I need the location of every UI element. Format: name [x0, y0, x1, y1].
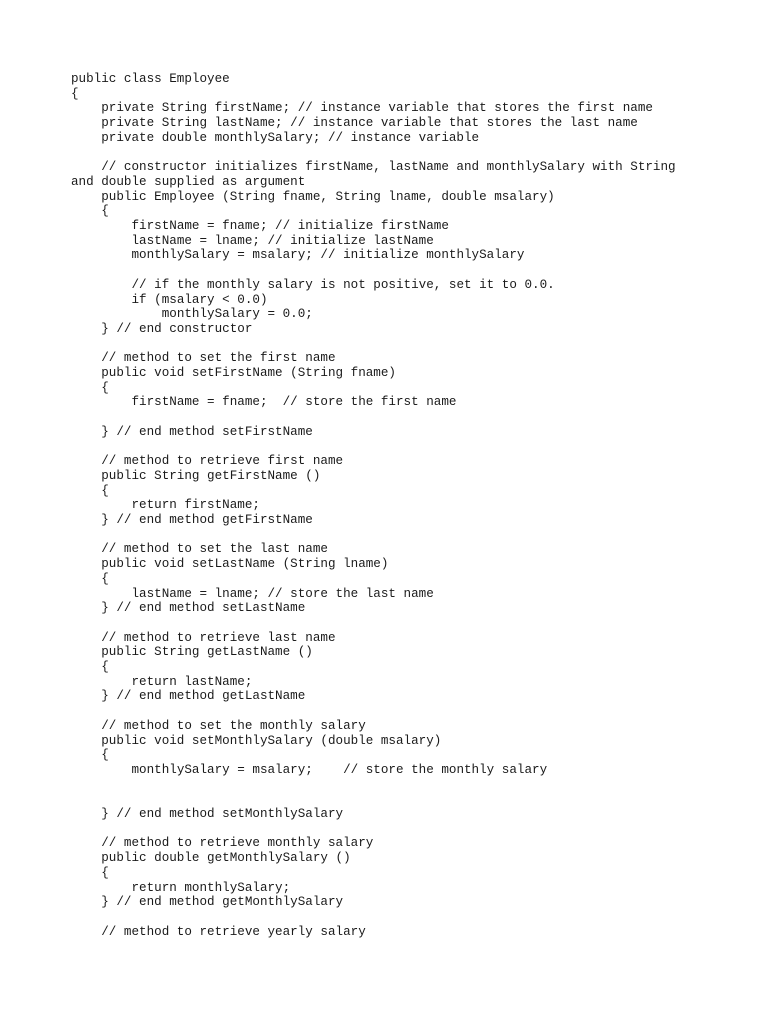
code-line: firstName = fname; // initialize firstName: [71, 219, 449, 234]
code-line: // method to set the monthly salary: [71, 718, 366, 733]
code-line: [71, 146, 748, 161]
code-line: lastName = lname; // initialize lastName: [71, 233, 434, 248]
code-line: // method to retrieve last name: [71, 630, 336, 645]
code-line: // constructor initializes firstName, lastName and monthlySalary with String: [71, 160, 676, 175]
code-line: public double getMonthlySalary (): [71, 851, 351, 866]
code-line: public Employee (String fname, String lname, double msalary): [71, 189, 555, 204]
code-line: {: [71, 571, 109, 586]
code-line: monthlySalary = msalary; // store the monthly salary: [71, 762, 548, 777]
code-line: private String lastName; // instance variable that stores the last name: [71, 116, 638, 131]
code-line: [71, 910, 748, 925]
code-line: {: [71, 865, 109, 880]
code-line: if (msalary < 0.0): [71, 292, 268, 307]
code-line: // method to set the first name: [71, 351, 336, 366]
code-listing: [71, 72, 748, 939]
code-line: public class Employee: [71, 72, 230, 86]
code-line: {: [71, 483, 109, 498]
code-line: } // end method setLastName: [71, 601, 306, 616]
code-line: return firstName;: [71, 498, 260, 513]
code-line: // method to retrieve yearly salary: [71, 924, 366, 939]
code-line: {: [71, 660, 109, 675]
code-line: [71, 440, 748, 455]
code-line: [71, 792, 748, 807]
code-line: } // end method setFirstName: [71, 424, 313, 439]
code-line: } // end method setMonthlySalary: [71, 807, 344, 821]
code-line: [71, 616, 748, 631]
code-line: {: [71, 86, 79, 101]
code-line: // method to retrieve monthly salary: [71, 836, 374, 851]
code-line: [71, 410, 748, 425]
code-line: lastName = lname; // store the last name: [71, 586, 434, 601]
code-line: {: [71, 748, 109, 763]
code-line: private String firstName; // instance variable that stores the first name: [71, 101, 653, 116]
code-line: } // end constructor: [71, 321, 253, 336]
code-line: } // end method getFirstName: [71, 513, 313, 528]
code-line: [71, 778, 748, 793]
code-line: [71, 263, 748, 278]
code-line: [71, 704, 748, 719]
code-line: public String getFirstName (): [71, 468, 321, 483]
code-line: monthlySalary = msalary; // initialize monthlySalary: [71, 248, 525, 263]
code-line: [71, 337, 748, 352]
code-line: // method to set the last name: [71, 542, 328, 557]
code-line: [71, 822, 748, 837]
code-line: firstName = fname; // store the first name: [71, 395, 457, 410]
code-line: and double supplied as argument: [71, 174, 306, 189]
code-line: monthlySalary = 0.0;: [71, 307, 313, 322]
code-line: [71, 528, 748, 543]
code-line: private double monthlySalary; // instance variable: [71, 130, 480, 145]
code-line: {: [71, 380, 109, 395]
code-line: public void setMonthlySalary (double msalary): [71, 733, 442, 748]
code-line: // if the monthly salary is not positive, set it to 0.0.: [71, 277, 555, 292]
code-line: return monthlySalary;: [71, 880, 291, 895]
code-line: public String getLastName (): [71, 645, 313, 660]
code-line: // method to retrieve first name: [71, 454, 344, 469]
code-line: public void setFirstName (String fname): [71, 366, 396, 381]
code-line: return lastName;: [71, 674, 253, 689]
code-line: } // end method getMonthlySalary: [71, 895, 344, 910]
code-line: public void setLastName (String lname): [71, 557, 389, 572]
code-line: } // end method getLastName: [71, 689, 306, 704]
code-line: {: [71, 204, 109, 219]
